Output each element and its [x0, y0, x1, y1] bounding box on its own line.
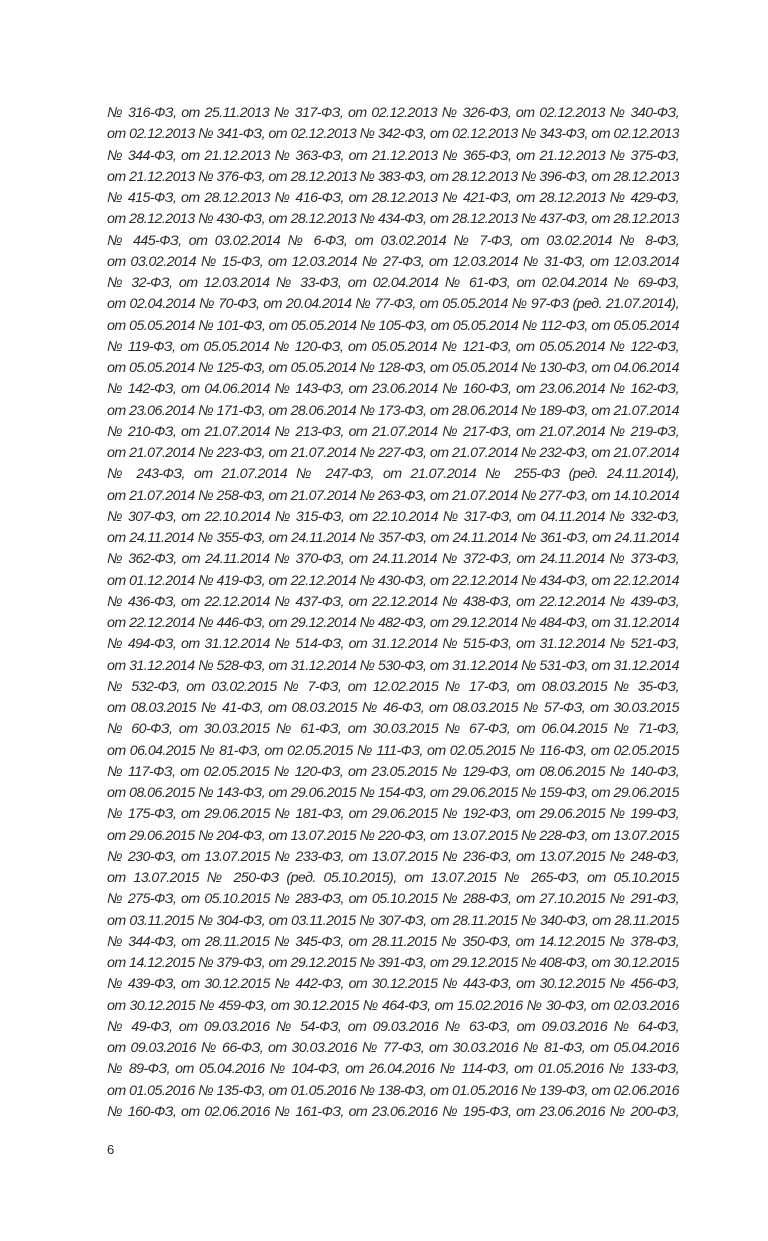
text-line: от 30.12.2015 № 459-ФЗ, от 30.12.2015 № 464-ФЗ, от 15.02.2016 № 30-ФЗ, от 02.03.2016 — [107, 997, 679, 1014]
text-line: от 14.12.2015 № 379-ФЗ, от 29.12.2015 № 391-ФЗ, от 29.12.2015 № 408-ФЗ, от 30.12.2015 — [107, 955, 679, 971]
text-line: от 02.04.2014 № 70-ФЗ, от 20.04.2014 № 77-ФЗ, от 05.05.2014 № 97-ФЗ (ред. 21.07.2014), — [107, 296, 679, 313]
text-line: от 08.06.2015 № 143-ФЗ, от 29.06.2015 № 154-ФЗ, от 29.06.2015 № 159-ФЗ, от 29.06.2015 — [107, 785, 679, 801]
text-line: от 06.04.2015 № 81-ФЗ, от 02.05.2015 № 111-ФЗ, от 02.05.2015 № 116-ФЗ, от 02.05.2015 — [107, 742, 679, 759]
text-line: № 142-ФЗ, от 04.06.2014 № 143-ФЗ, от 23.06.2014 № 160-ФЗ, от 23.06.2014 № 162-ФЗ, — [107, 381, 679, 398]
text-line: от 24.11.2014 № 355-ФЗ, от 24.11.2014 № 357-ФЗ, от 24.11.2014 № 361-ФЗ, от 24.11.2014 — [107, 530, 679, 546]
text-line: № 175-ФЗ, от 29.06.2015 № 181-ФЗ, от 29.06.2015 № 192-ФЗ, от 29.06.2015 № 199-ФЗ, — [107, 806, 679, 823]
page-number: 6 — [107, 1142, 115, 1157]
text-line: № 117-ФЗ, от 02.05.2015 № 120-ФЗ, от 23.05.2015 № 129-ФЗ, от 08.06.2015 № 140-ФЗ, — [107, 763, 679, 780]
text-line: от 21.07.2014 № 258-ФЗ, от 21.07.2014 № 263-ФЗ, от 21.07.2014 № 277-ФЗ, от 14.10.2014 — [107, 487, 679, 504]
text-line: от 03.11.2015 № 304-ФЗ, от 03.11.2015 № 307-ФЗ, от 28.11.2015 № 340-ФЗ, от 28.11.2015 — [107, 912, 679, 929]
body-text — [107, 103, 679, 1123]
text-line: № 362-ФЗ, от 24.11.2014 № 370-ФЗ, от 24.11.2014 № 372-ФЗ, от 24.11.2014 № 373-ФЗ, — [107, 551, 679, 568]
text-line: от 31.12.2014 № 528-ФЗ, от 31.12.2014 № 530-ФЗ, от 31.12.2014 № 531-ФЗ, от 31.12.2014 — [107, 657, 679, 674]
text-line: от 02.12.2013 № 341-ФЗ, от 02.12.2013 № 342-ФЗ, от 02.12.2013 № 343-ФЗ, от 02.12.2013 — [107, 126, 679, 143]
text-line: № 439-ФЗ, от 30.12.2015 № 442-ФЗ, от 30.12.2015 № 443-ФЗ, от 30.12.2015 № 456-ФЗ, — [107, 976, 679, 993]
text-line: от 28.12.2013 № 430-ФЗ, от 28.12.2013 № 434-ФЗ, от 28.12.2013 № 437-ФЗ, от 28.12.2013 — [107, 211, 679, 228]
text-line: от 01.12.2014 № 419-ФЗ, от 22.12.2014 № 430-ФЗ, от 22.12.2014 № 434-ФЗ, от 22.12.2014 — [107, 572, 679, 589]
text-line: № 32-ФЗ, от 12.03.2014 № 33-ФЗ, от 02.04.2014 № 61-ФЗ, от 02.04.2014 № 69-ФЗ, — [107, 275, 679, 291]
text-line: № 445-ФЗ, от 03.02.2014 № 6-ФЗ, от 03.02.2014 № 7-ФЗ, от 03.02.2014 № 8-ФЗ, — [107, 232, 679, 249]
text-line: № 344-ФЗ, от 21.12.2013 № 363-ФЗ, от 21.12.2013 № 365-ФЗ, от 21.12.2013 № 375-ФЗ, — [107, 147, 679, 164]
text-line: от 23.06.2014 № 171-ФЗ, от 28.06.2014 № 173-ФЗ, от 28.06.2014 № 189-ФЗ, от 21.07.2014 — [107, 402, 679, 419]
text-line: № 210-ФЗ, от 21.07.2014 № 213-ФЗ, от 21.07.2014 № 217-ФЗ, от 21.07.2014 № 219-ФЗ, — [107, 423, 679, 440]
text-line: № 307-ФЗ, от 22.10.2014 № 315-ФЗ, от 22.10.2014 № 317-ФЗ, от 04.11.2014 № 332-ФЗ, — [107, 508, 679, 525]
text-line: от 03.02.2014 № 15-ФЗ, от 12.03.2014 № 27-ФЗ, от 12.03.2014 № 31-ФЗ, от 12.03.2014 — [107, 253, 679, 270]
text-line: от 21.07.2014 № 223-ФЗ, от 21.07.2014 № 227-ФЗ, от 21.07.2014 № 232-ФЗ, от 21.07.2014 — [107, 445, 679, 461]
text-line: № 89-ФЗ, от 05.04.2016 № 104-ФЗ, от 26.04.2016 № 114-ФЗ, от 01.05.2016 № 133-ФЗ, — [107, 1061, 679, 1078]
text-line: от 08.03.2015 № 41-ФЗ, от 08.03.2015 № 46-ФЗ, от 08.03.2015 № 57-ФЗ, от 30.03.2015 — [107, 700, 679, 716]
text-line: № 230-ФЗ, от 13.07.2015 № 233-ФЗ, от 13.07.2015 № 236-ФЗ, от 13.07.2015 № 248-ФЗ, — [107, 848, 679, 865]
text-line: № 160-ФЗ, от 02.06.2016 № 161-ФЗ, от 23.06.2016 № 195-ФЗ, от 23.06.2016 № 200-ФЗ, — [107, 1103, 679, 1120]
text-line: № 532-ФЗ, от 03.02.2015 № 7-ФЗ, от 12.02.2015 № 17-ФЗ, от 08.03.2015 № 35-ФЗ, — [107, 678, 679, 695]
text-line: № 316-ФЗ, от 25.11.2013 № 317-ФЗ, от 02.12.2013 № 326-ФЗ, от 02.12.2013 № 340-ФЗ, — [107, 105, 679, 121]
text-line: № 275-ФЗ, от 05.10.2015 № 283-ФЗ, от 05.10.2015 № 288-ФЗ, от 27.10.2015 № 291-ФЗ, — [107, 891, 679, 908]
text-line: № 60-ФЗ, от 30.03.2015 № 61-ФЗ, от 30.03.2015 № 67-ФЗ, от 06.04.2015 № 71-ФЗ, — [107, 721, 679, 738]
text-line: № 344-ФЗ, от 28.11.2015 № 345-ФЗ, от 28.11.2015 № 350-ФЗ, от 14.12.2015 № 378-ФЗ, — [107, 933, 679, 950]
text-line: № 243-ФЗ, от 21.07.2014 № 247-ФЗ, от 21.07.2014 № 255-ФЗ (ред. 24.11.2014), — [107, 466, 679, 483]
text-line: от 29.06.2015 № 204-ФЗ, от 13.07.2015 № 220-ФЗ, от 13.07.2015 № 228-ФЗ, от 13.07.2015 — [107, 827, 679, 844]
text-line: от 05.05.2014 № 101-ФЗ, от 05.05.2014 № 105-ФЗ, от 05.05.2014 № 112-ФЗ, от 05.05.2014 — [107, 317, 679, 334]
text-line: № 119-ФЗ, от 05.05.2014 № 120-ФЗ, от 05.05.2014 № 121-ФЗ, от 05.05.2014 № 122-ФЗ, — [107, 338, 679, 355]
text-line: от 09.03.2016 № 66-ФЗ, от 30.03.2016 № 77-ФЗ, от 30.03.2016 № 81-ФЗ, от 05.04.2016 — [107, 1040, 679, 1056]
text-line: № 494-ФЗ, от 31.12.2014 № 514-ФЗ, от 31.12.2014 № 515-ФЗ, от 31.12.2014 № 521-ФЗ, — [107, 636, 679, 653]
text-line: от 13.07.2015 № 250-ФЗ (ред. 05.10.2015), от 13.07.2015 № 265-ФЗ, от 05.10.2015 — [107, 870, 679, 886]
text-line: № 415-ФЗ, от 28.12.2013 № 416-ФЗ, от 28.12.2013 № 421-ФЗ, от 28.12.2013 № 429-ФЗ, — [107, 190, 679, 206]
text-line: № 49-ФЗ, от 09.03.2016 № 54-ФЗ, от 09.03.2016 № 63-ФЗ, от 09.03.2016 № 64-ФЗ, — [107, 1018, 679, 1035]
text-line: № 436-ФЗ, от 22.12.2014 № 437-ФЗ, от 22.12.2014 № 438-ФЗ, от 22.12.2014 № 439-ФЗ, — [107, 593, 679, 610]
text-line: от 21.12.2013 № 376-ФЗ, от 28.12.2013 № 383-ФЗ, от 28.12.2013 № 396-ФЗ, от 28.12.2013 — [107, 168, 679, 185]
text-line: от 22.12.2014 № 446-ФЗ, от 29.12.2014 № 482-ФЗ, от 29.12.2014 № 484-ФЗ, от 31.12.2014 — [107, 615, 679, 631]
text-line: от 05.05.2014 № 125-ФЗ, от 05.05.2014 № 128-ФЗ, от 05.05.2014 № 130-ФЗ, от 04.06.2014 — [107, 360, 679, 376]
text-line: от 01.05.2016 № 135-ФЗ, от 01.05.2016 № 138-ФЗ, от 01.05.2016 № 139-ФЗ, от 02.06.2016 — [107, 1082, 679, 1099]
